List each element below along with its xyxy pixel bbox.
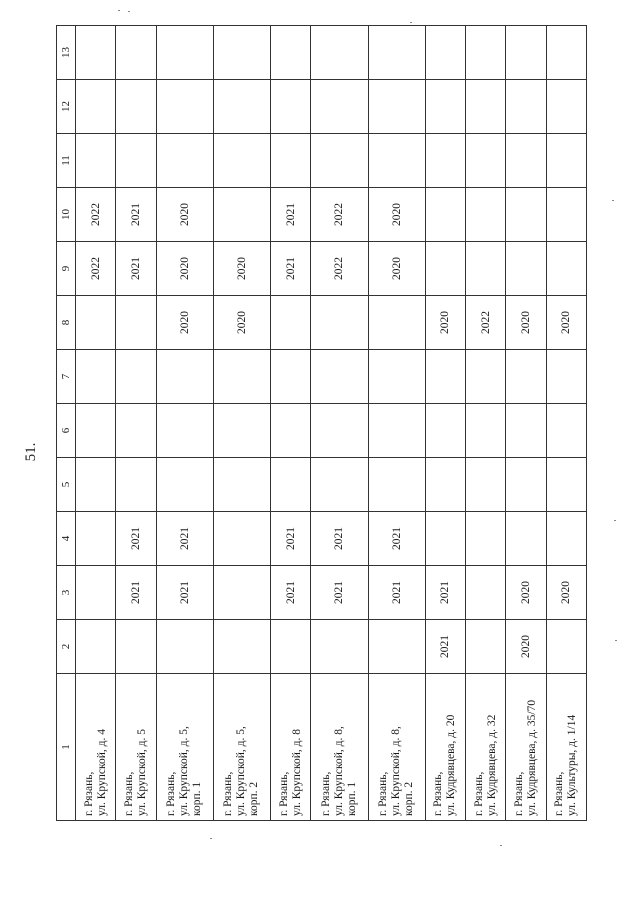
year-cell-col-12 — [271, 80, 311, 134]
column-header-2: 2 — [57, 620, 76, 674]
year-cell-col-13 — [116, 26, 156, 80]
year-cell-col-12 — [213, 80, 270, 134]
year-cell-col-6 — [506, 404, 546, 458]
year-cell-col-3: 2021 — [368, 566, 425, 620]
year-cell-col-6 — [546, 404, 586, 458]
table-row — [156, 26, 213, 821]
year-cell-col-5 — [76, 458, 116, 512]
year-cell-col-7 — [156, 350, 213, 404]
year-cell-col-10: 2022 — [311, 188, 368, 242]
scan-speck — [128, 11, 130, 12]
address-line: г. Рязань, — [222, 771, 235, 816]
address-cell — [546, 674, 586, 821]
year-cell-col-6 — [425, 404, 465, 458]
year-cell-col-9: 2020 — [213, 242, 270, 296]
scan-speck — [500, 845, 502, 846]
year-cell-col-7 — [466, 350, 506, 404]
year-cell-col-7 — [271, 350, 311, 404]
table-row — [271, 26, 311, 821]
year-cell-col-3 — [213, 566, 270, 620]
header-row — [57, 26, 76, 821]
address-line: ул. Крупской, д. 8 — [290, 728, 303, 816]
year-cell-col-6 — [311, 404, 368, 458]
year-cell-col-8: 2020 — [213, 296, 270, 350]
year-cell-col-13 — [466, 26, 506, 80]
year-cell-col-9: 2021 — [116, 242, 156, 296]
year-cell-col-3 — [76, 566, 116, 620]
year-cell-col-10: 2021 — [116, 188, 156, 242]
year-cell-col-3: 2021 — [116, 566, 156, 620]
year-cell-col-13 — [546, 26, 586, 80]
year-cell-col-8: 2022 — [466, 296, 506, 350]
address-line: г. Рязань, — [432, 771, 445, 816]
year-cell-col-10: 2020 — [368, 188, 425, 242]
table-row — [546, 26, 586, 821]
address-line: корп. 1 — [191, 781, 204, 816]
table-row — [213, 26, 270, 821]
year-cell-col-12 — [116, 80, 156, 134]
column-header-4: 4 — [57, 512, 76, 566]
year-cell-col-8: 2020 — [546, 296, 586, 350]
year-cell-col-3 — [466, 566, 506, 620]
year-cell-col-4: 2021 — [368, 512, 425, 566]
address-cell — [156, 674, 213, 821]
year-cell-col-11 — [271, 134, 311, 188]
year-cell-col-13 — [271, 26, 311, 80]
year-cell-col-8: 2020 — [506, 296, 546, 350]
address-line: г. Рязань, — [165, 771, 178, 816]
year-cell-col-6 — [116, 404, 156, 458]
year-cell-col-7 — [311, 350, 368, 404]
scan-speck — [118, 10, 120, 11]
year-cell-col-12 — [156, 80, 213, 134]
year-cell-col-4: 2021 — [271, 512, 311, 566]
address-cell — [116, 674, 156, 821]
address-cell — [368, 674, 425, 821]
year-cell-col-10: 2022 — [76, 188, 116, 242]
year-cell-col-11 — [425, 134, 465, 188]
year-cell-col-5 — [271, 458, 311, 512]
year-cell-col-8 — [116, 296, 156, 350]
year-cell-col-5 — [368, 458, 425, 512]
year-cell-col-3: 2021 — [311, 566, 368, 620]
year-cell-col-9 — [506, 242, 546, 296]
address-line: ул. Культуры, д. 1/14 — [566, 714, 579, 816]
address-line: г. Рязань, — [377, 771, 390, 816]
year-cell-col-11 — [116, 134, 156, 188]
address-line: ул. Крупской, д. 8, — [390, 726, 403, 816]
year-cell-col-2 — [368, 620, 425, 674]
address-line: ул. Кудрявцева, д. 32 — [485, 714, 498, 816]
year-cell-col-6 — [213, 404, 270, 458]
year-cell-col-11 — [156, 134, 213, 188]
year-cell-col-7 — [213, 350, 270, 404]
address-line: ул. Крупской, д. 5 — [135, 728, 148, 816]
year-cell-col-5 — [546, 458, 586, 512]
year-cell-col-13 — [156, 26, 213, 80]
year-cell-col-4 — [466, 512, 506, 566]
column-header-3: 3 — [57, 566, 76, 620]
year-cell-col-12 — [311, 80, 368, 134]
column-header-1: 1 — [57, 674, 76, 821]
address-cell — [506, 674, 546, 821]
year-cell-col-7 — [76, 350, 116, 404]
year-cell-col-7 — [368, 350, 425, 404]
column-header-8: 8 — [57, 296, 76, 350]
year-cell-col-13 — [76, 26, 116, 80]
scan-speck — [614, 520, 616, 521]
year-cell-col-3: 2021 — [271, 566, 311, 620]
year-cell-col-7 — [506, 350, 546, 404]
address-line: г. Рязань, — [122, 771, 135, 816]
year-cell-col-9: 2022 — [311, 242, 368, 296]
address-line: корп. 2 — [248, 781, 261, 816]
year-cell-col-3: 2020 — [506, 566, 546, 620]
year-cell-col-13 — [368, 26, 425, 80]
year-cell-col-5 — [506, 458, 546, 512]
year-cell-col-6 — [271, 404, 311, 458]
year-cell-col-5 — [466, 458, 506, 512]
year-cell-col-6 — [368, 404, 425, 458]
column-header-7: 7 — [57, 350, 76, 404]
year-cell-col-5 — [213, 458, 270, 512]
address-line: г. Рязань, — [82, 771, 95, 816]
address-line: г. Рязань, — [277, 771, 290, 816]
year-cell-col-9: 2020 — [156, 242, 213, 296]
column-header-10: 10 — [57, 188, 76, 242]
scan-speck — [210, 838, 212, 839]
rotated-table-container — [56, 26, 587, 821]
table-row — [466, 26, 506, 821]
year-cell-col-12 — [506, 80, 546, 134]
year-cell-col-4 — [213, 512, 270, 566]
year-cell-col-5 — [425, 458, 465, 512]
table-row — [425, 26, 465, 821]
year-cell-col-3: 2021 — [156, 566, 213, 620]
year-cell-col-9 — [466, 242, 506, 296]
year-cell-col-9 — [425, 242, 465, 296]
address-cell — [466, 674, 506, 821]
column-header-13: 13 — [57, 26, 76, 80]
year-cell-col-12 — [425, 80, 465, 134]
year-cell-col-11 — [506, 134, 546, 188]
year-cell-col-8 — [311, 296, 368, 350]
year-cell-col-10 — [466, 188, 506, 242]
year-cell-col-8: 2020 — [425, 296, 465, 350]
year-cell-col-12 — [466, 80, 506, 134]
address-line: ул. Кудрявцева, д. 20 — [445, 714, 458, 816]
year-cell-col-6 — [76, 404, 116, 458]
year-cell-col-8 — [76, 296, 116, 350]
year-cell-col-4: 2021 — [311, 512, 368, 566]
year-cell-col-10 — [506, 188, 546, 242]
address-line: г. Рязань, — [512, 771, 525, 816]
address-line: ул. Крупской, д. 4 — [95, 728, 108, 816]
year-cell-col-8: 2020 — [156, 296, 213, 350]
table-row — [368, 26, 425, 821]
year-cell-col-2 — [466, 620, 506, 674]
year-cell-col-7 — [546, 350, 586, 404]
address-cell — [76, 674, 116, 821]
year-cell-col-6 — [156, 404, 213, 458]
year-cell-col-2 — [76, 620, 116, 674]
year-cell-col-11 — [311, 134, 368, 188]
table-row — [116, 26, 156, 821]
column-header-5: 5 — [57, 458, 76, 512]
year-cell-col-8 — [271, 296, 311, 350]
year-cell-col-9: 2020 — [368, 242, 425, 296]
year-cell-col-6 — [466, 404, 506, 458]
scan-speck — [612, 200, 614, 201]
year-cell-col-13 — [311, 26, 368, 80]
year-cell-col-10 — [425, 188, 465, 242]
year-cell-col-5 — [311, 458, 368, 512]
schedule-table — [56, 25, 587, 821]
year-cell-col-9: 2021 — [271, 242, 311, 296]
address-line: ул. Кудрявцева, д. 35/70 — [525, 699, 538, 816]
year-cell-col-2 — [271, 620, 311, 674]
year-cell-col-5 — [156, 458, 213, 512]
year-cell-col-12 — [368, 80, 425, 134]
year-cell-col-4 — [425, 512, 465, 566]
page-number: 51. — [22, 442, 39, 462]
column-header-11: 11 — [57, 134, 76, 188]
year-cell-col-13 — [213, 26, 270, 80]
address-line: ул. Крупской, д. 5, — [178, 726, 191, 816]
year-cell-col-2 — [546, 620, 586, 674]
address-line: корп. 1 — [345, 781, 358, 816]
year-cell-col-3: 2021 — [425, 566, 465, 620]
year-cell-col-13 — [506, 26, 546, 80]
year-cell-col-8 — [368, 296, 425, 350]
year-cell-col-11 — [546, 134, 586, 188]
table-row — [311, 26, 368, 821]
address-line: г. Рязань, — [319, 771, 332, 816]
year-cell-col-3: 2020 — [546, 566, 586, 620]
address-line: г. Рязань, — [472, 771, 485, 816]
scan-speck — [410, 22, 412, 23]
year-cell-col-12 — [546, 80, 586, 134]
address-cell — [425, 674, 465, 821]
year-cell-col-4: 2021 — [156, 512, 213, 566]
table-sheet — [56, 26, 587, 821]
year-cell-col-4 — [506, 512, 546, 566]
year-cell-col-2 — [213, 620, 270, 674]
year-cell-col-11 — [213, 134, 270, 188]
address-line: корп. 2 — [403, 781, 416, 816]
year-cell-col-10: 2020 — [156, 188, 213, 242]
table-row — [506, 26, 546, 821]
year-cell-col-10: 2021 — [271, 188, 311, 242]
year-cell-col-12 — [76, 80, 116, 134]
address-line: г. Рязань, — [553, 771, 566, 816]
address-cell — [311, 674, 368, 821]
year-cell-col-4: 2021 — [116, 512, 156, 566]
year-cell-col-2: 2020 — [506, 620, 546, 674]
column-header-12: 12 — [57, 80, 76, 134]
year-cell-col-11 — [466, 134, 506, 188]
year-cell-col-7 — [425, 350, 465, 404]
address-cell — [213, 674, 270, 821]
column-header-9: 9 — [57, 242, 76, 296]
table-body — [76, 26, 587, 821]
year-cell-col-9 — [546, 242, 586, 296]
year-cell-col-10 — [213, 188, 270, 242]
year-cell-col-4 — [76, 512, 116, 566]
year-cell-col-9: 2022 — [76, 242, 116, 296]
year-cell-col-2 — [116, 620, 156, 674]
year-cell-col-11 — [76, 134, 116, 188]
year-cell-col-7 — [116, 350, 156, 404]
scan-speck — [615, 640, 617, 641]
year-cell-col-11 — [368, 134, 425, 188]
year-cell-col-10 — [546, 188, 586, 242]
table-row — [76, 26, 116, 821]
year-cell-col-2 — [311, 620, 368, 674]
year-cell-col-4 — [546, 512, 586, 566]
address-line: ул. Крупской, д. 5, — [235, 726, 248, 816]
column-header-6: 6 — [57, 404, 76, 458]
address-line: ул. Крупской, д. 8, — [332, 726, 345, 816]
address-cell — [271, 674, 311, 821]
year-cell-col-13 — [425, 26, 465, 80]
year-cell-col-2 — [156, 620, 213, 674]
year-cell-col-5 — [116, 458, 156, 512]
year-cell-col-2: 2021 — [425, 620, 465, 674]
